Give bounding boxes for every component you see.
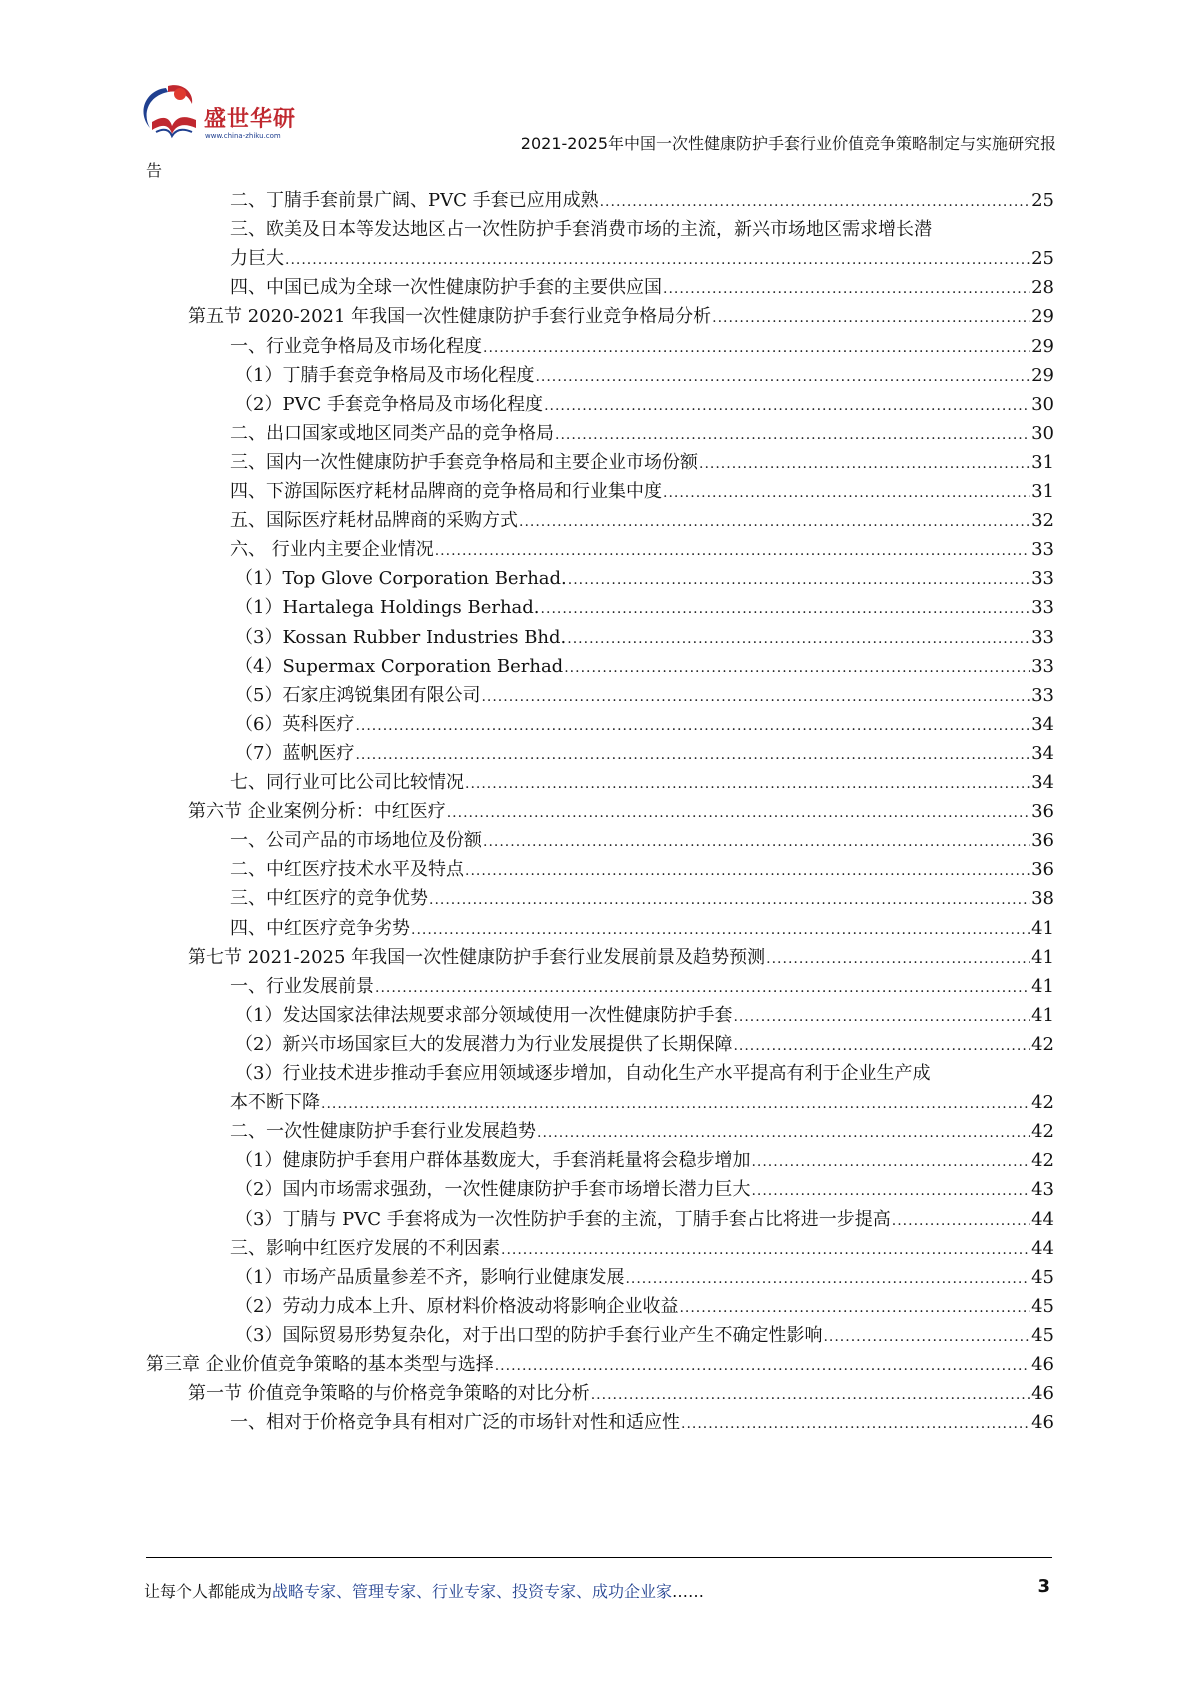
toc-leader-dots [465, 773, 1030, 795]
toc-page-number: 33 [1031, 597, 1054, 619]
toc-leader-dots [411, 919, 1030, 941]
toc-leader-dots [751, 1180, 1030, 1202]
toc-entry-title: （2）国内市场需求强劲，一次性健康防护手套市场增长潜力巨大 [235, 1179, 751, 1201]
toc-leader-dots [663, 482, 1030, 504]
toc-page-number: 45 [1031, 1266, 1054, 1288]
toc-entry-title: （5）石家庄鸿锐集团有限公司 [235, 684, 481, 706]
toc-page-number: 29 [1031, 364, 1054, 386]
toc-entry[interactable] [230, 830, 1054, 853]
toc-leader-dots [733, 1006, 1030, 1028]
toc-entry[interactable] [235, 1296, 1054, 1319]
footer-divider [146, 1557, 1052, 1558]
toc-entry[interactable] [235, 685, 1054, 708]
toc-page-number: 44 [1031, 1237, 1054, 1259]
report-title: 2021-2025年中国一次性健康防护手套行业价值竞争策略制定与实施研究报 [520, 134, 1056, 153]
logo-brand-name: 盛世华研 [204, 107, 297, 132]
report-title-continuation: 告 [146, 161, 163, 180]
toc-entry[interactable] [188, 306, 1054, 329]
toc-entry-title: （1）健康防护手套用户群体基数庞大，手套消耗量将会稳步增加 [235, 1150, 751, 1172]
toc-page-number: 45 [1031, 1324, 1054, 1346]
toc-entry[interactable] [230, 1121, 1054, 1144]
toc-leader-dots [285, 249, 1030, 271]
toc-leader-dots [679, 1297, 1030, 1319]
toc-leader-dots [625, 1268, 1030, 1290]
toc-entry-title: 力巨大 [230, 248, 284, 270]
page-number: 3 [1037, 1576, 1050, 1597]
toc-page-number: 31 [1031, 451, 1054, 473]
toc-entry-title: （3）丁腈与 PVC 手套将成为一次性防护手套的主流，丁腈手套占比将进一步提高 [235, 1208, 891, 1230]
toc-page-number: 36 [1031, 801, 1054, 823]
toc-page-number: 46 [1031, 1383, 1054, 1405]
toc-entry[interactable] [230, 219, 1054, 241]
toc-leader-dots [495, 1355, 1030, 1377]
toc-entry[interactable] [188, 801, 1054, 824]
toc-page-number: 33 [1031, 655, 1054, 677]
toc-entry[interactable] [230, 452, 1054, 475]
toc-leader-dots [712, 307, 1030, 329]
logo-url-text: www.china-zhiku.com [205, 132, 281, 140]
toc-page-number: 42 [1031, 1033, 1054, 1055]
toc-entry[interactable] [235, 1034, 1054, 1057]
toc-entry-title: 二、中红医疗技术水平及特点 [230, 859, 464, 881]
toc-entry[interactable] [235, 1267, 1054, 1290]
slogan-highlight: 战略专家、管理专家、行业专家、投资专家、成功企业家 [272, 1582, 673, 1601]
toc-entry[interactable] [230, 1412, 1054, 1435]
toc-page-number: 34 [1031, 742, 1054, 764]
toc-entry-title: 第五节 2020-2021 年我国一次性健康防护手套行业竞争格局分析 [188, 306, 712, 328]
toc-leader-dots [699, 453, 1030, 475]
toc-page-number: 34 [1031, 713, 1054, 735]
toc-leader-dots [535, 366, 1030, 388]
toc-page-number: 41 [1031, 1004, 1054, 1026]
toc-leader-dots [435, 540, 1030, 562]
toc-entry[interactable] [235, 1209, 1054, 1232]
toc-entry-title: 三、欧美及日本等发达地区占一次性防护手套消费市场的主流，新兴市场地区需求增长潜 [230, 219, 932, 241]
toc-leader-dots [766, 948, 1030, 970]
toc-entry-title: 第七节 2021-2025 年我国一次性健康防护手套行业发展前景及趋势预测 [188, 946, 766, 968]
toc-page-number: 30 [1031, 393, 1054, 415]
toc-entry[interactable] [235, 1150, 1054, 1173]
toc-entry-title: （1）市场产品质量参差不齐，影响行业健康发展 [235, 1266, 625, 1288]
toc-leader-dots [555, 424, 1030, 446]
toc-entry-title: 一、相对于价格竞争具有相对广泛的市场针对性和适应性 [230, 1412, 680, 1434]
toc-leader-dots [501, 1239, 1030, 1261]
toc-entry-title: （6）英科医疗 [235, 713, 355, 735]
toc-page-number: 41 [1031, 975, 1054, 997]
toc-entry-title: 二、丁腈手套前景广阔、PVC 手套已应用成熟 [230, 190, 599, 211]
toc-page-number: 29 [1031, 306, 1054, 328]
toc-entry-title: 一、行业竞争格局及市场化程度 [230, 335, 482, 357]
toc-entry[interactable] [230, 510, 1054, 533]
toc-page-number: 36 [1031, 859, 1054, 881]
toc-page-number: 43 [1031, 1179, 1054, 1201]
toc-page-number: 38 [1031, 888, 1054, 910]
toc-page-number: 36 [1031, 830, 1054, 852]
toc-entry-title: （3）Kossan Rubber Industries Bhd. [235, 626, 567, 648]
toc-entry[interactable] [235, 597, 1054, 620]
toc-entry[interactable] [230, 918, 1054, 941]
toc-page-number: 46 [1031, 1412, 1054, 1434]
toc-page-number: 28 [1031, 277, 1054, 299]
toc-leader-dots [892, 1210, 1030, 1232]
toc-page-number: 32 [1031, 510, 1054, 532]
toc-entry[interactable] [188, 947, 1054, 970]
toc-entry[interactable] [230, 481, 1054, 504]
toc-entry-title: 四、中红医疗竞争劣势 [230, 917, 410, 939]
toc-leader-dots [429, 889, 1030, 911]
toc-leader-dots [567, 628, 1030, 650]
toc-leader-dots [823, 1326, 1030, 1348]
toc-leader-dots [465, 860, 1030, 882]
toc-entry-title: （1）Hartalega Holdings Berhad. [235, 597, 540, 619]
toc-entry-title: 第三章 企业价值竞争策略的基本类型与选择 [146, 1354, 494, 1375]
toc-page-number: 33 [1031, 684, 1054, 706]
toc-page-number: 42 [1031, 1121, 1054, 1143]
toc-leader-dots [564, 657, 1030, 679]
toc-entry-title: （3）国际贸易形势复杂化，对于出口型的防护手套行业产生不确定性影响 [235, 1324, 823, 1346]
toc-entry-title: 四、中国已成为全球一次性健康防护手套的主要供应国 [230, 277, 662, 299]
toc-entry[interactable] [230, 888, 1054, 911]
toc-entry-title: 一、行业发展前景 [230, 975, 374, 997]
toc-leader-dots [600, 191, 1030, 213]
footer-slogan [144, 1579, 704, 1602]
toc-leader-dots [519, 511, 1030, 533]
toc-leader-dots [447, 802, 1030, 824]
toc-leader-dots [355, 744, 1030, 766]
toc-entry[interactable] [230, 277, 1054, 300]
toc-entry-title: 一、公司产品的市场地位及份额 [230, 830, 482, 852]
toc-entry[interactable] [235, 743, 1054, 766]
toc-leader-dots [733, 1035, 1030, 1057]
toc-entry[interactable] [235, 714, 1054, 737]
toc-page-number: 42 [1031, 1150, 1054, 1172]
toc-entry-title: 三、中红医疗的竞争优势 [230, 888, 428, 910]
toc-entry[interactable] [235, 365, 1054, 388]
toc-leader-dots [537, 1122, 1030, 1144]
toc-page-number: 44 [1031, 1208, 1054, 1230]
toc-leader-dots [681, 1413, 1030, 1435]
toc-entry[interactable] [230, 1092, 1054, 1115]
toc-entry[interactable] [235, 627, 1054, 650]
toc-page-number: 41 [1031, 917, 1054, 939]
toc-entry-title: 二、出口国家或地区同类产品的竞争格局 [230, 422, 554, 444]
toc-entry-title: （1）丁腈手套竞争格局及市场化程度 [235, 364, 535, 386]
toc-entry[interactable] [235, 1063, 1054, 1085]
toc-entry-title: 四、下游国际医疗耗材品牌商的竞争格局和行业集中度 [230, 481, 662, 502]
toc-entry[interactable] [235, 568, 1054, 591]
toc-leader-dots [483, 337, 1030, 359]
toc-entry[interactable] [235, 1325, 1054, 1348]
toc-page-number: 46 [1031, 1354, 1054, 1375]
toc-page-number: 45 [1031, 1295, 1054, 1317]
toc-entry-title: 七、同行业可比公司比较情况 [230, 772, 464, 793]
toc-page-number: 33 [1031, 626, 1054, 648]
toc-entry[interactable] [235, 1179, 1054, 1202]
toc-entry[interactable] [230, 976, 1054, 999]
toc-page-number: 33 [1031, 568, 1054, 590]
toc-entry-title: （3）行业技术进步推动手套应用领域逐步增加，自动化生产水平提高有利于企业生产成 [235, 1063, 931, 1084]
toc-entry-title: 三、影响中红医疗发展的不利因素 [230, 1237, 500, 1259]
toc-entry-title: （7）蓝帆医疗 [235, 742, 355, 764]
toc-leader-dots [321, 1093, 1030, 1115]
toc-entry[interactable] [230, 1238, 1054, 1261]
toc-page-number: 42 [1031, 1092, 1054, 1114]
toc-entry-title: （2）PVC 手套竞争格局及市场化程度 [235, 393, 544, 415]
toc-page-number: 30 [1031, 422, 1054, 444]
toc-entry[interactable] [230, 248, 1054, 271]
toc-entry[interactable] [230, 423, 1054, 446]
toc-leader-dots [483, 831, 1030, 853]
toc-leader-dots [375, 977, 1030, 999]
toc-entry-title: 二、一次性健康防护手套行业发展趋势 [230, 1121, 536, 1143]
toc-leader-dots [355, 715, 1030, 737]
toc-entry-title: 第六节 企业案例分析：中红医疗 [188, 801, 446, 823]
toc-entry-title: 五、国际医疗耗材品牌商的采购方式 [230, 510, 518, 532]
toc-leader-dots [591, 1384, 1030, 1406]
toc-entry[interactable] [188, 1383, 1054, 1406]
toc-entry[interactable] [230, 859, 1054, 882]
toc-entry-title: （1）Top Glove Corporation Berhad. [235, 568, 567, 590]
toc-entry-title: （2）劳动力成本上升、原材料价格波动将影响企业收益 [235, 1295, 679, 1317]
toc-entry[interactable] [235, 656, 1054, 679]
toc-entry[interactable] [235, 394, 1054, 417]
toc-entry[interactable] [146, 1354, 1054, 1377]
toc-entry-title: 三、国内一次性健康防护手套竞争格局和主要企业市场份额 [230, 451, 698, 473]
toc-leader-dots [541, 598, 1031, 620]
toc-entry[interactable] [235, 1005, 1054, 1028]
toc-entry-title: （2）新兴市场国家巨大的发展潜力为行业发展提供了长期保障 [235, 1033, 733, 1055]
toc-leader-dots [481, 686, 1030, 708]
toc-page-number: 31 [1031, 481, 1054, 502]
toc-page-number: 34 [1031, 772, 1054, 793]
toc-page-number: 33 [1031, 539, 1054, 561]
toc-entry-title: 第一节 价值竞争策略的与价格竞争策略的对比分析 [188, 1383, 590, 1405]
toc-entry[interactable] [230, 336, 1054, 359]
toc-page-number: 25 [1031, 190, 1054, 211]
slogan-suffix: …… [672, 1582, 705, 1601]
slogan-prefix: 让每个人都能成为 [144, 1582, 273, 1601]
toc-entry-title: 本不断下降 [230, 1092, 320, 1114]
toc-entry-title: 六、 行业内主要企业情况 [230, 539, 434, 561]
toc-leader-dots [568, 569, 1030, 591]
toc-entry[interactable] [230, 539, 1054, 562]
toc-entry-title: （4）Supermax Corporation Berhad [235, 655, 564, 677]
toc-leader-dots [663, 278, 1030, 300]
toc-page-number: 41 [1031, 946, 1054, 968]
toc-page-number: 25 [1031, 248, 1054, 270]
toc-page-number: 29 [1031, 335, 1054, 357]
toc-entry[interactable] [230, 772, 1054, 795]
toc-leader-dots [751, 1151, 1030, 1173]
toc-leader-dots [544, 395, 1030, 417]
toc-entry-title: （1）发达国家法律法规要求部分领域使用一次性健康防护手套 [235, 1004, 733, 1026]
toc-entry[interactable] [230, 190, 1054, 213]
